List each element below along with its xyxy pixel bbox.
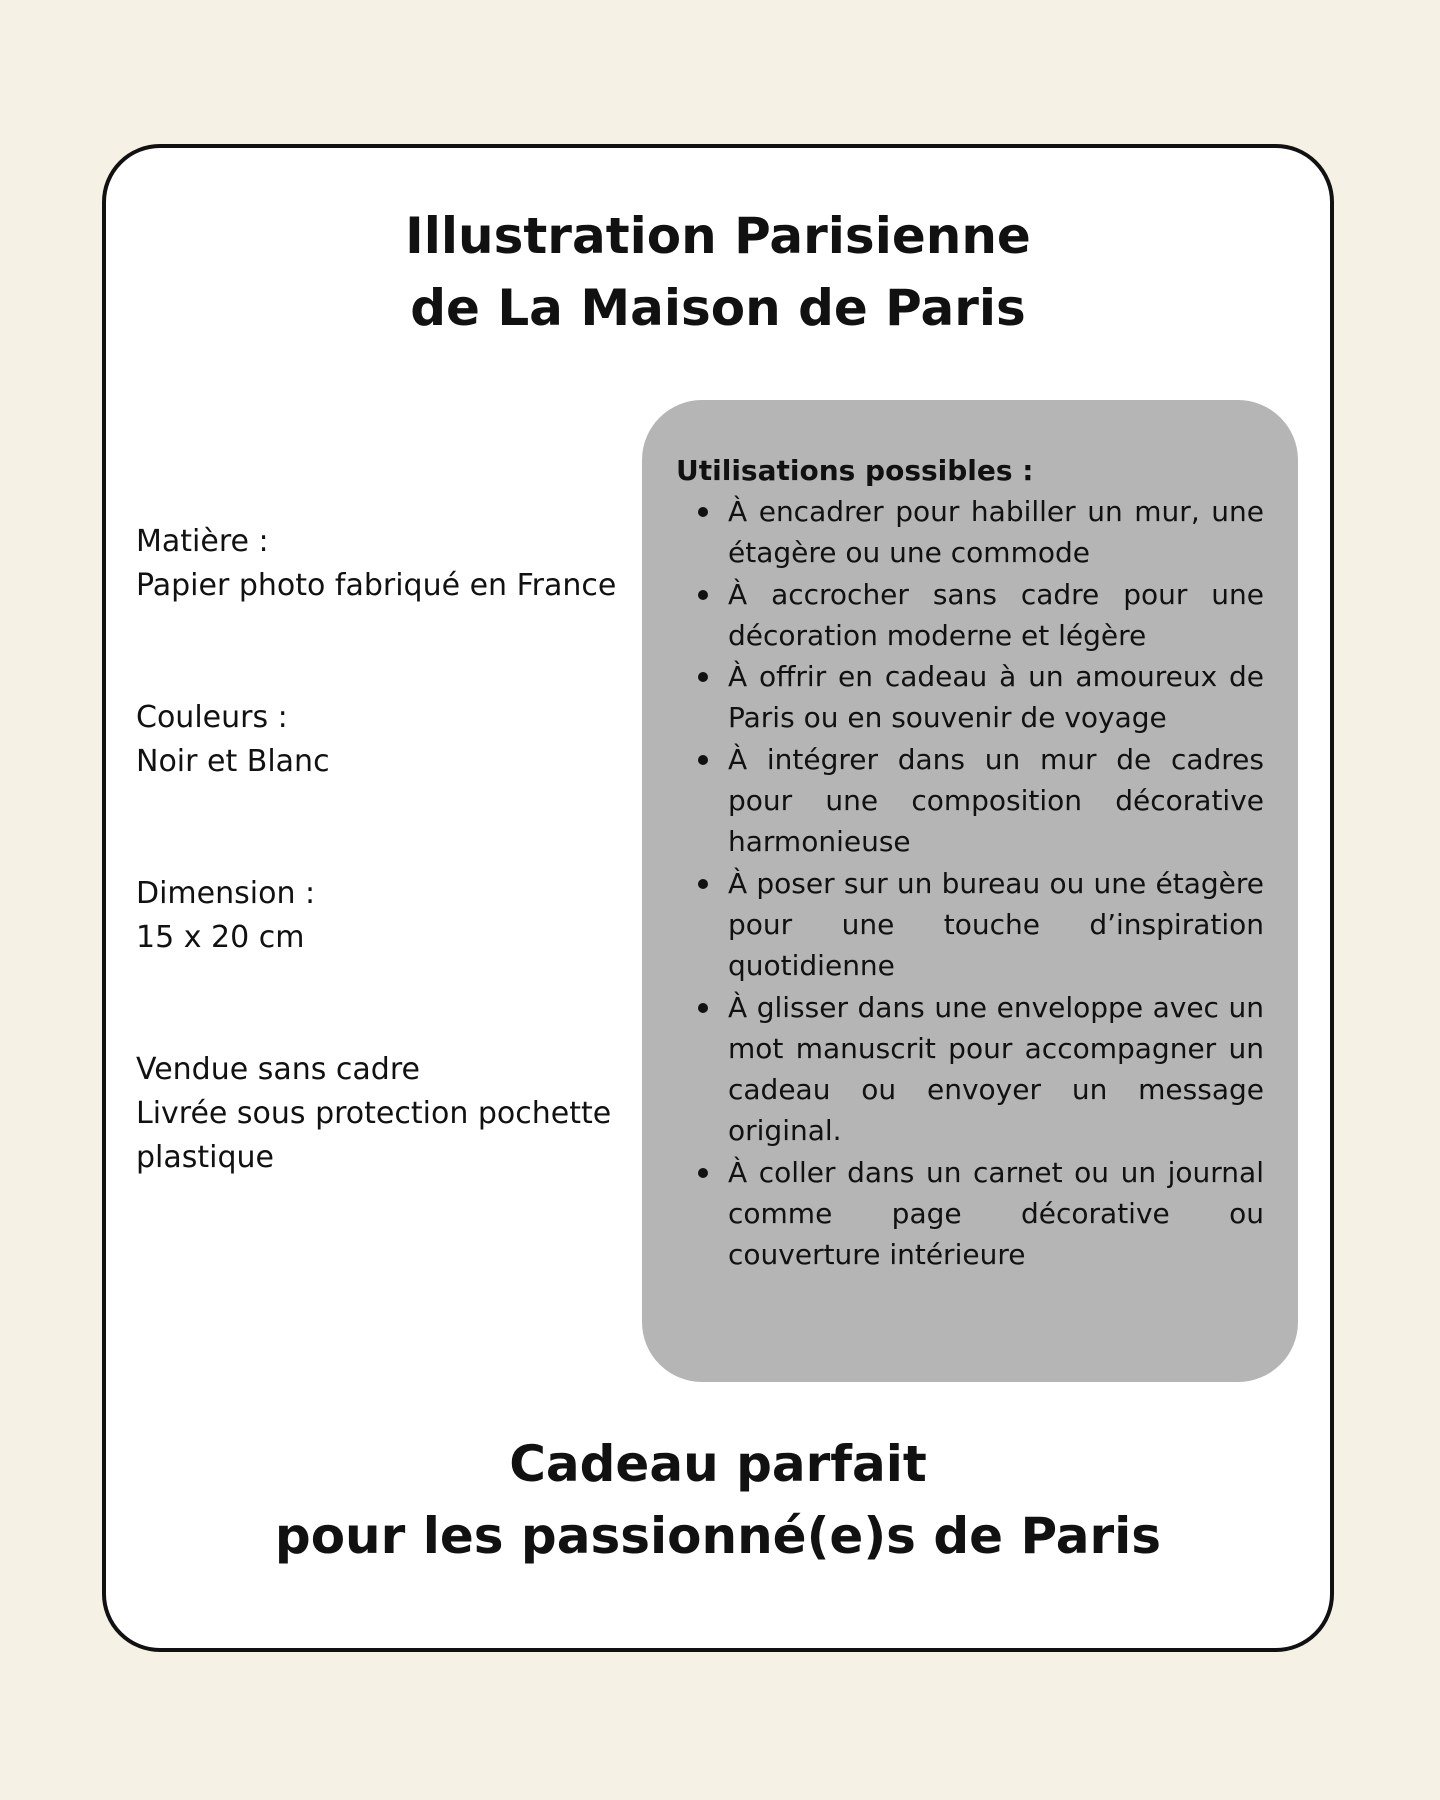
list-item-text: À glisser dans une enveloppe avec un mot manuscrit pour accompagner un cadeau ou envoyer un message original.	[728, 990, 1264, 1148]
spec-label: Matière :	[136, 524, 269, 559]
title-line-1: Illustration Parisienne	[405, 207, 1031, 265]
spec-value: Papier photo fabriqué en France	[136, 568, 617, 603]
list-item-text: À encadrer pour habiller un mur, une étagère ou une commode	[728, 495, 1264, 570]
spec-value: 15 x 20 cm	[136, 920, 305, 955]
spec-dimension	[136, 872, 636, 960]
delivery-line-2: Livrée sous protection pochette plastique	[136, 1096, 612, 1175]
spec-colors	[136, 696, 636, 784]
tagline-line-2: pour les passionné(e)s de Paris	[274, 1507, 1162, 1565]
specs-column	[136, 520, 636, 1268]
list-item	[676, 987, 1264, 1152]
spec-label: Dimension :	[136, 876, 316, 911]
list-item	[676, 863, 1264, 987]
bullet-icon	[698, 1168, 708, 1178]
uses-box	[642, 400, 1298, 1382]
product-card	[102, 144, 1334, 1652]
tagline-line-1: Cadeau parfait	[509, 1435, 927, 1493]
list-item	[676, 491, 1264, 574]
list-item	[676, 574, 1264, 657]
page-title	[106, 200, 1330, 344]
bullet-icon	[698, 672, 708, 682]
delivery-info	[136, 1048, 636, 1180]
bullet-icon	[698, 879, 708, 889]
title-line-2: de La Maison de Paris	[410, 279, 1026, 337]
spec-label: Couleurs :	[136, 700, 288, 735]
uses-heading: Utilisations possibles :	[676, 454, 1034, 487]
list-item	[676, 739, 1264, 863]
tagline	[106, 1428, 1330, 1572]
bullet-icon	[698, 507, 708, 517]
delivery-line-1: Vendue sans cadre	[136, 1052, 420, 1087]
bullet-icon	[698, 590, 708, 600]
list-item-text: À poser sur un bureau ou une étagère pour une touche d’inspiration quotidienne	[728, 866, 1264, 983]
list-item	[676, 656, 1264, 739]
spec-material	[136, 520, 636, 608]
spec-value: Noir et Blanc	[136, 744, 330, 779]
list-item	[676, 1152, 1264, 1276]
list-item-text: À intégrer dans un mur de cadres pour une composition décorative harmonieuse	[728, 742, 1264, 859]
list-item-text: À accrocher sans cadre pour une décoration moderne et légère	[728, 577, 1264, 652]
uses-list	[676, 491, 1264, 1276]
bullet-icon	[698, 1003, 708, 1013]
list-item-text: À offrir en cadeau à un amoureux de Paris ou en souvenir de voyage	[728, 660, 1264, 735]
bullet-icon	[698, 755, 708, 765]
list-item-text: À coller dans un carnet ou un journal comme page décorative ou couverture intérieure	[728, 1155, 1264, 1272]
